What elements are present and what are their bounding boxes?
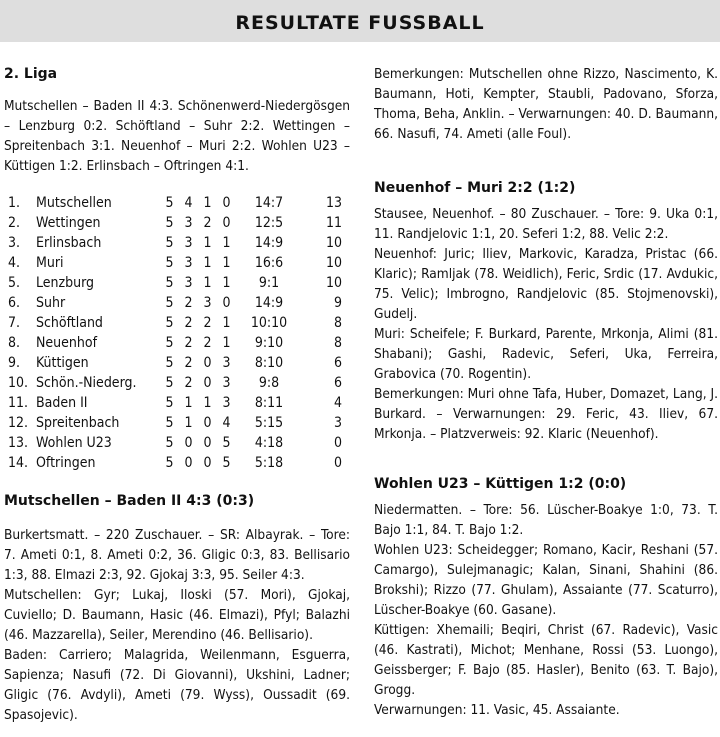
points: 10 xyxy=(325,275,342,291)
games-played: 5 xyxy=(165,375,174,391)
team-name: Muri xyxy=(36,255,64,271)
match-report: Niedermatten. – Tore: 56. Lüscher-Boakye 1:0, 73. T. Bajo 1:1, 84. T. Bajo 1:2. xyxy=(374,502,718,538)
standings-row xyxy=(8,453,344,473)
standings-row xyxy=(8,353,344,373)
standing-position: 3. xyxy=(8,235,21,251)
standings-row xyxy=(8,393,344,413)
draws: 3 xyxy=(203,295,212,311)
standings-row xyxy=(8,213,344,233)
team-name: Wettingen xyxy=(36,215,101,231)
left-column xyxy=(4,64,350,725)
goal-difference: 8:10 xyxy=(254,355,284,371)
standing-position: 5. xyxy=(8,275,21,291)
wins: 1 xyxy=(184,415,193,431)
wins: 2 xyxy=(184,375,193,391)
match-title: Wohlen U23 – Küttigen 1:2 (0:0) xyxy=(374,476,627,492)
wins: 0 xyxy=(184,435,193,451)
losses: 0 xyxy=(222,295,231,311)
points: 8 xyxy=(333,335,342,351)
team-name: Neuenhof xyxy=(36,335,98,351)
games-played: 5 xyxy=(165,255,174,271)
draws: 0 xyxy=(203,415,212,431)
draws: 1 xyxy=(203,235,212,251)
losses: 0 xyxy=(222,215,231,231)
losses: 4 xyxy=(222,415,231,431)
points: 10 xyxy=(325,235,342,251)
losses: 1 xyxy=(222,275,231,291)
goal-difference: 12:5 xyxy=(254,215,284,231)
losses: 1 xyxy=(222,315,231,331)
team-name: Wohlen U23 xyxy=(36,435,112,451)
standing-position: 2. xyxy=(8,215,21,231)
goal-difference: 14:9 xyxy=(254,295,284,311)
standing-position: 14. xyxy=(8,455,29,471)
games-played: 5 xyxy=(165,415,174,431)
standings-row xyxy=(8,373,344,393)
goal-difference: 14:7 xyxy=(254,195,284,211)
goal-difference: 14:9 xyxy=(254,235,284,251)
losses: 1 xyxy=(222,235,231,251)
goal-difference: 16:6 xyxy=(254,255,284,271)
results-text: Mutschellen – Baden II 4:3. Schönenwerd-Niedergösgen – Lenzburg 0:2. Schöftland – Suhr 2:2. Wettingen – Spreitenbach 3:1. Neuenhof – Muri 2:2. Wohlen U23 – Küttigen 1:2. Erlinsbach – Oftringen 4:1. xyxy=(4,98,350,174)
points: 6 xyxy=(333,355,342,371)
goal-difference: 5:18 xyxy=(254,455,284,471)
standings-row xyxy=(8,293,344,313)
losses: 0 xyxy=(222,195,231,211)
goal-difference: 8:11 xyxy=(254,395,284,411)
games-played: 5 xyxy=(165,355,174,371)
standing-position: 12. xyxy=(8,415,29,431)
wins: 2 xyxy=(184,355,193,371)
match-report: Stausee, Neuenhof. – 80 Zuschauer. – Tore: 9. Uka 0:1, 11. Randjelovic 1:1, 20. Seferi 1:2, 88. Velic 2:2. xyxy=(374,206,718,242)
points: 3 xyxy=(333,415,342,431)
losses: 1 xyxy=(222,255,231,271)
draws: 1 xyxy=(203,275,212,291)
losses: 3 xyxy=(222,395,231,411)
match-remarks: Verwarnungen: 11. Vasic, 45. Assaiante. xyxy=(374,702,620,718)
points: 10 xyxy=(325,255,342,271)
lineup-home: Mutschellen: Gyr; Lukaj, Iloski (57. Mori), Gjokaj, Cuviello; D. Baumann, Hasic (46. Elmazi), Pfyl; Balazhi (46. Mazzarella), Seiler, Merendino (46. Bellisario). xyxy=(4,587,350,643)
lineup-away: Muri: Scheifele; F. Burkard, Parente, Mrkonja, Alimi (81. Shabani); Gashi, Radevic, Seferi, Uka, Ferreira, Grabovica (70. Rogentin). xyxy=(374,326,718,382)
points: 6 xyxy=(333,375,342,391)
losses: 3 xyxy=(222,355,231,371)
wins: 3 xyxy=(184,275,193,291)
match-title: Mutschellen – Baden II 4:3 (0:3) xyxy=(4,493,255,509)
points: 0 xyxy=(333,435,342,451)
games-played: 5 xyxy=(165,195,174,211)
team-name: Erlinsbach xyxy=(36,235,102,251)
games-played: 5 xyxy=(165,395,174,411)
standings-row xyxy=(8,333,344,353)
games-played: 5 xyxy=(165,215,174,231)
goal-difference: 5:15 xyxy=(254,415,284,431)
match-remarks: Bemerkungen: Mutschellen ohne Rizzo, Nascimento, K. Baumann, Hoti, Kempter, Staubli, Padovano, Sforza, Thoma, Beha, Anklin. – Verwarnungen: 40. D. Baumann, 66. Nasufi, 74. Ameti (alle Foul). xyxy=(374,66,718,142)
standings-row xyxy=(8,433,344,453)
draws: 0 xyxy=(203,435,212,451)
standing-position: 4. xyxy=(8,255,21,271)
standings-row xyxy=(8,413,344,433)
standing-position: 6. xyxy=(8,295,21,311)
goal-difference: 10:10 xyxy=(250,315,288,331)
lineup-home: Neuenhof: Juric; Iliev, Markovic, Karadza, Pristac (66. Klaric); Ramljak (78. Weidlich), Feric, Srdic (17. Avdukic, 75. Velic); Imbrogno, Randjelovic (85. Stojmenovski), Gudelj. xyxy=(374,246,718,322)
standing-position: 11. xyxy=(8,395,29,411)
standing-position: 9. xyxy=(8,355,21,371)
draws: 1 xyxy=(203,195,212,211)
points: 9 xyxy=(333,295,342,311)
standing-position: 8. xyxy=(8,335,21,351)
losses: 5 xyxy=(222,435,231,451)
team-name: Suhr xyxy=(36,295,66,311)
standings-row xyxy=(8,273,344,293)
games-played: 5 xyxy=(165,435,174,451)
standings-row xyxy=(8,233,344,253)
draws: 2 xyxy=(203,315,212,331)
team-name: Lenzburg xyxy=(36,275,95,291)
standings-row xyxy=(8,253,344,273)
games-played: 5 xyxy=(165,455,174,471)
losses: 5 xyxy=(222,455,231,471)
standings-row xyxy=(8,193,344,213)
games-played: 5 xyxy=(165,295,174,311)
lineup-home: Wohlen U23: Scheidegger; Romano, Kacir, Reshani (57. Camargo), Sulejmanagic; Kalan, Sinani, Shahini (86. Brokshi); Rizzo (77. Ghulam), Assaiante (77. Scaturro), Lüscher-Boakye (60. Gasane). xyxy=(374,542,718,618)
games-played: 5 xyxy=(165,315,174,331)
points: 4 xyxy=(333,395,342,411)
wins: 3 xyxy=(184,235,193,251)
points: 11 xyxy=(325,215,342,231)
standings-table xyxy=(8,193,344,473)
team-name: Spreitenbach xyxy=(36,415,120,431)
wins: 1 xyxy=(184,395,193,411)
goal-difference: 4:18 xyxy=(254,435,284,451)
points: 13 xyxy=(325,195,342,211)
losses: 1 xyxy=(222,335,231,351)
wins: 3 xyxy=(184,215,193,231)
losses: 3 xyxy=(222,375,231,391)
draws: 0 xyxy=(203,455,212,471)
standing-position: 10. xyxy=(8,375,29,391)
goal-difference: 9:1 xyxy=(258,275,280,291)
points: 8 xyxy=(333,315,342,331)
points: 0 xyxy=(333,455,342,471)
wins: 0 xyxy=(184,455,193,471)
games-played: 5 xyxy=(165,275,174,291)
standing-position: 13. xyxy=(8,435,29,451)
page-title: RESULTATE FUSSBALL xyxy=(0,0,720,42)
wins: 4 xyxy=(184,195,193,211)
draws: 2 xyxy=(203,335,212,351)
lineup-away: Küttigen: Xhemaili; Beqiri, Christ (67. Radevic), Vasic (46. Kastrati), Michot; Menhane, Rossi (53. Luongo), Geissberger; F. Bajo (85. Hasler), Benito (63. T. Bajo), Grogg. xyxy=(374,622,718,698)
team-name: Schöftland xyxy=(36,315,103,331)
lineup-away: Baden: Carriero; Malagrida, Weilenmann, Esguerra, Sapienza; Nasufi (72. Di Giovanni), Ukshini, Ladner; Gligic (76. Avdyli), Ameti (79. Wyss), Oussadit (69. Spasojevic). xyxy=(4,647,350,723)
league-title: 2. Liga xyxy=(4,66,58,82)
wins: 2 xyxy=(184,295,193,311)
standing-position: 1. xyxy=(8,195,21,211)
standing-position: 7. xyxy=(8,315,21,331)
draws: 1 xyxy=(203,255,212,271)
draws: 1 xyxy=(203,395,212,411)
team-name: Baden II xyxy=(36,395,88,411)
draws: 0 xyxy=(203,375,212,391)
wins: 3 xyxy=(184,255,193,271)
goal-difference: 9:8 xyxy=(258,375,280,391)
match-report: Burkertsmatt. – 220 Zuschauer. – SR: Albayrak. – Tore: 7. Ameti 0:1, 8. Ameti 0:2, 36. Gligic 0:3, 83. Bellisario 1:3, 88. Elmazi 2:3, 92. Gjokaj 3:3, 95. Seiler 4:3. xyxy=(4,527,350,583)
team-name: Oftringen xyxy=(36,455,96,471)
match-title: Neuenhof – Muri 2:2 (1:2) xyxy=(374,180,576,196)
team-name: Mutschellen xyxy=(36,195,112,211)
wins: 2 xyxy=(184,335,193,351)
team-name: Küttigen xyxy=(36,355,89,371)
right-column xyxy=(374,64,718,720)
team-name: Schön.-Niederg. xyxy=(36,375,137,391)
goal-difference: 9:10 xyxy=(254,335,284,351)
standings-row xyxy=(8,313,344,333)
games-played: 5 xyxy=(165,335,174,351)
draws: 2 xyxy=(203,215,212,231)
games-played: 5 xyxy=(165,235,174,251)
wins: 2 xyxy=(184,315,193,331)
match-remarks: Bemerkungen: Muri ohne Tafa, Huber, Domazet, Lang, J. Burkard. – Verwarnungen: 29. Feric, 43. Iliev, 67. Mrkonja. – Platzverweis: 92. Klaric (Neuenhof). xyxy=(374,386,718,442)
draws: 0 xyxy=(203,355,212,371)
